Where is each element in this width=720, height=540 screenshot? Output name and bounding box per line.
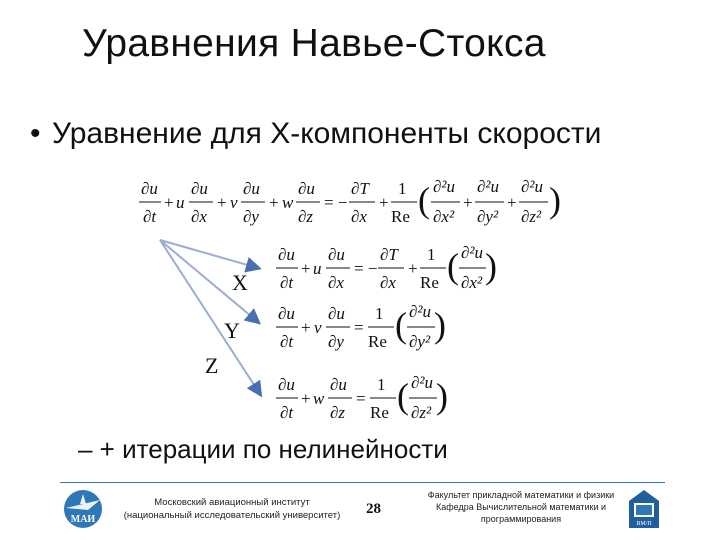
svg-text:∂²u: ∂²u xyxy=(409,302,431,321)
main-equation xyxy=(135,172,565,232)
svg-text:w: w xyxy=(282,193,294,212)
svg-text:u: u xyxy=(313,259,322,278)
svg-text:∂T: ∂T xyxy=(380,245,398,264)
svg-text:∂x: ∂x xyxy=(328,273,344,292)
bullet-text: Уравнение для X-компоненты скорости xyxy=(52,117,602,150)
x-component-equation xyxy=(272,238,497,296)
label-y: Y xyxy=(224,318,240,343)
svg-text:+: + xyxy=(301,389,311,408)
svg-text:Re: Re xyxy=(370,403,389,422)
svg-text:+: + xyxy=(301,318,311,337)
svg-text:v: v xyxy=(314,318,322,337)
svg-text:∂x²: ∂x² xyxy=(433,207,455,226)
svg-text:∂²u: ∂²u xyxy=(521,177,543,196)
svg-text:∂x: ∂x xyxy=(191,207,207,226)
svg-text:1: 1 xyxy=(427,245,436,264)
svg-text:): ) xyxy=(485,246,497,286)
svg-text:∂z²: ∂z² xyxy=(521,207,542,226)
svg-text:Re: Re xyxy=(391,207,410,226)
svg-text:∂t: ∂t xyxy=(280,273,294,292)
svg-text:1: 1 xyxy=(398,179,407,198)
svg-text:Re: Re xyxy=(420,273,439,292)
svg-text:∂z: ∂z xyxy=(330,403,346,422)
svg-text:v: v xyxy=(230,193,238,212)
footer-institution-line2: (национальный исследовательский университет) xyxy=(123,510,341,521)
svg-text:1: 1 xyxy=(375,304,384,323)
svg-text:+: + xyxy=(269,193,279,212)
svg-text:=: = xyxy=(354,318,364,337)
svg-text:∂u: ∂u xyxy=(278,245,295,264)
svg-text:= −: = − xyxy=(354,259,378,278)
svg-text:+: + xyxy=(408,259,418,278)
y-component-equation xyxy=(272,297,452,355)
bullet-item xyxy=(30,117,601,151)
svg-text:(: ( xyxy=(397,376,409,416)
svg-text:∂y: ∂y xyxy=(243,207,259,226)
svg-text:∂T: ∂T xyxy=(351,179,369,198)
svg-text:1: 1 xyxy=(377,375,386,394)
svg-text:∂x²: ∂x² xyxy=(461,273,483,292)
svg-text:∂²u: ∂²u xyxy=(433,177,455,196)
footer-institution xyxy=(112,496,352,522)
svg-text:+: + xyxy=(217,193,227,212)
svg-text:∂²u: ∂²u xyxy=(461,243,483,262)
svg-text:ВМ/П: ВМ/П xyxy=(636,521,652,527)
footer-department xyxy=(412,489,630,525)
svg-text:∂y²: ∂y² xyxy=(409,332,431,351)
footer-department-line1: Факультет прикладной математики и физики xyxy=(427,490,615,500)
footer-divider xyxy=(60,482,665,483)
svg-text:∂²u: ∂²u xyxy=(411,373,433,392)
svg-text:=: = xyxy=(356,389,366,408)
svg-text:+: + xyxy=(507,193,517,212)
svg-text:+: + xyxy=(301,259,311,278)
svg-text:∂t: ∂t xyxy=(280,403,294,422)
bullet-dot-icon: • xyxy=(30,117,41,150)
svg-text:∂²u: ∂²u xyxy=(477,177,499,196)
department-logo-icon xyxy=(628,489,660,529)
svg-text:∂x: ∂x xyxy=(380,273,396,292)
svg-text:(: ( xyxy=(395,305,407,345)
svg-text:Re: Re xyxy=(368,332,387,351)
component-arrows xyxy=(150,228,280,408)
z-component-equation xyxy=(272,368,452,426)
label-x: X xyxy=(232,270,248,295)
svg-text:∂u: ∂u xyxy=(141,179,158,198)
svg-text:∂y: ∂y xyxy=(328,332,344,351)
svg-text:∂u: ∂u xyxy=(243,179,260,198)
label-z: Z xyxy=(205,353,219,378)
svg-text:+: + xyxy=(164,193,174,212)
svg-text:∂t: ∂t xyxy=(143,207,157,226)
svg-text:): ) xyxy=(436,376,448,416)
svg-text:= −: = − xyxy=(324,193,348,212)
svg-text:(: ( xyxy=(418,180,430,220)
page-number: 28 xyxy=(366,501,381,517)
svg-text:): ) xyxy=(434,305,446,345)
svg-text:): ) xyxy=(549,180,561,220)
footer-department-line2: Кафедра Вычислительной математики и xyxy=(435,502,607,512)
svg-text:∂x: ∂x xyxy=(351,207,367,226)
svg-text:∂u: ∂u xyxy=(191,179,208,198)
svg-text:∂y²: ∂y² xyxy=(477,207,499,226)
svg-text:∂u: ∂u xyxy=(278,304,295,323)
svg-text:+: + xyxy=(379,193,389,212)
svg-text:+: + xyxy=(463,193,473,212)
svg-text:w: w xyxy=(313,389,325,408)
svg-text:∂u: ∂u xyxy=(278,375,295,394)
svg-text:u: u xyxy=(176,193,185,212)
svg-text:МАИ: МАИ xyxy=(70,514,96,525)
svg-text:∂z²: ∂z² xyxy=(411,403,432,422)
footer-institution-line1: Московский авиационный институт xyxy=(154,497,310,508)
slide-title: Уравнения Навье-Стокса xyxy=(82,22,546,65)
svg-text:∂u: ∂u xyxy=(328,304,345,323)
svg-text:∂z: ∂z xyxy=(298,207,314,226)
sub-bullet: – + итерации по нелинейности xyxy=(78,434,448,464)
svg-text:∂u: ∂u xyxy=(328,245,345,264)
svg-text:∂u: ∂u xyxy=(298,179,315,198)
footer-department-line3: программирования xyxy=(480,514,562,524)
svg-text:∂u: ∂u xyxy=(330,375,347,394)
svg-text:∂t: ∂t xyxy=(280,332,294,351)
mai-logo-icon xyxy=(58,488,108,530)
svg-text:(: ( xyxy=(447,246,459,286)
